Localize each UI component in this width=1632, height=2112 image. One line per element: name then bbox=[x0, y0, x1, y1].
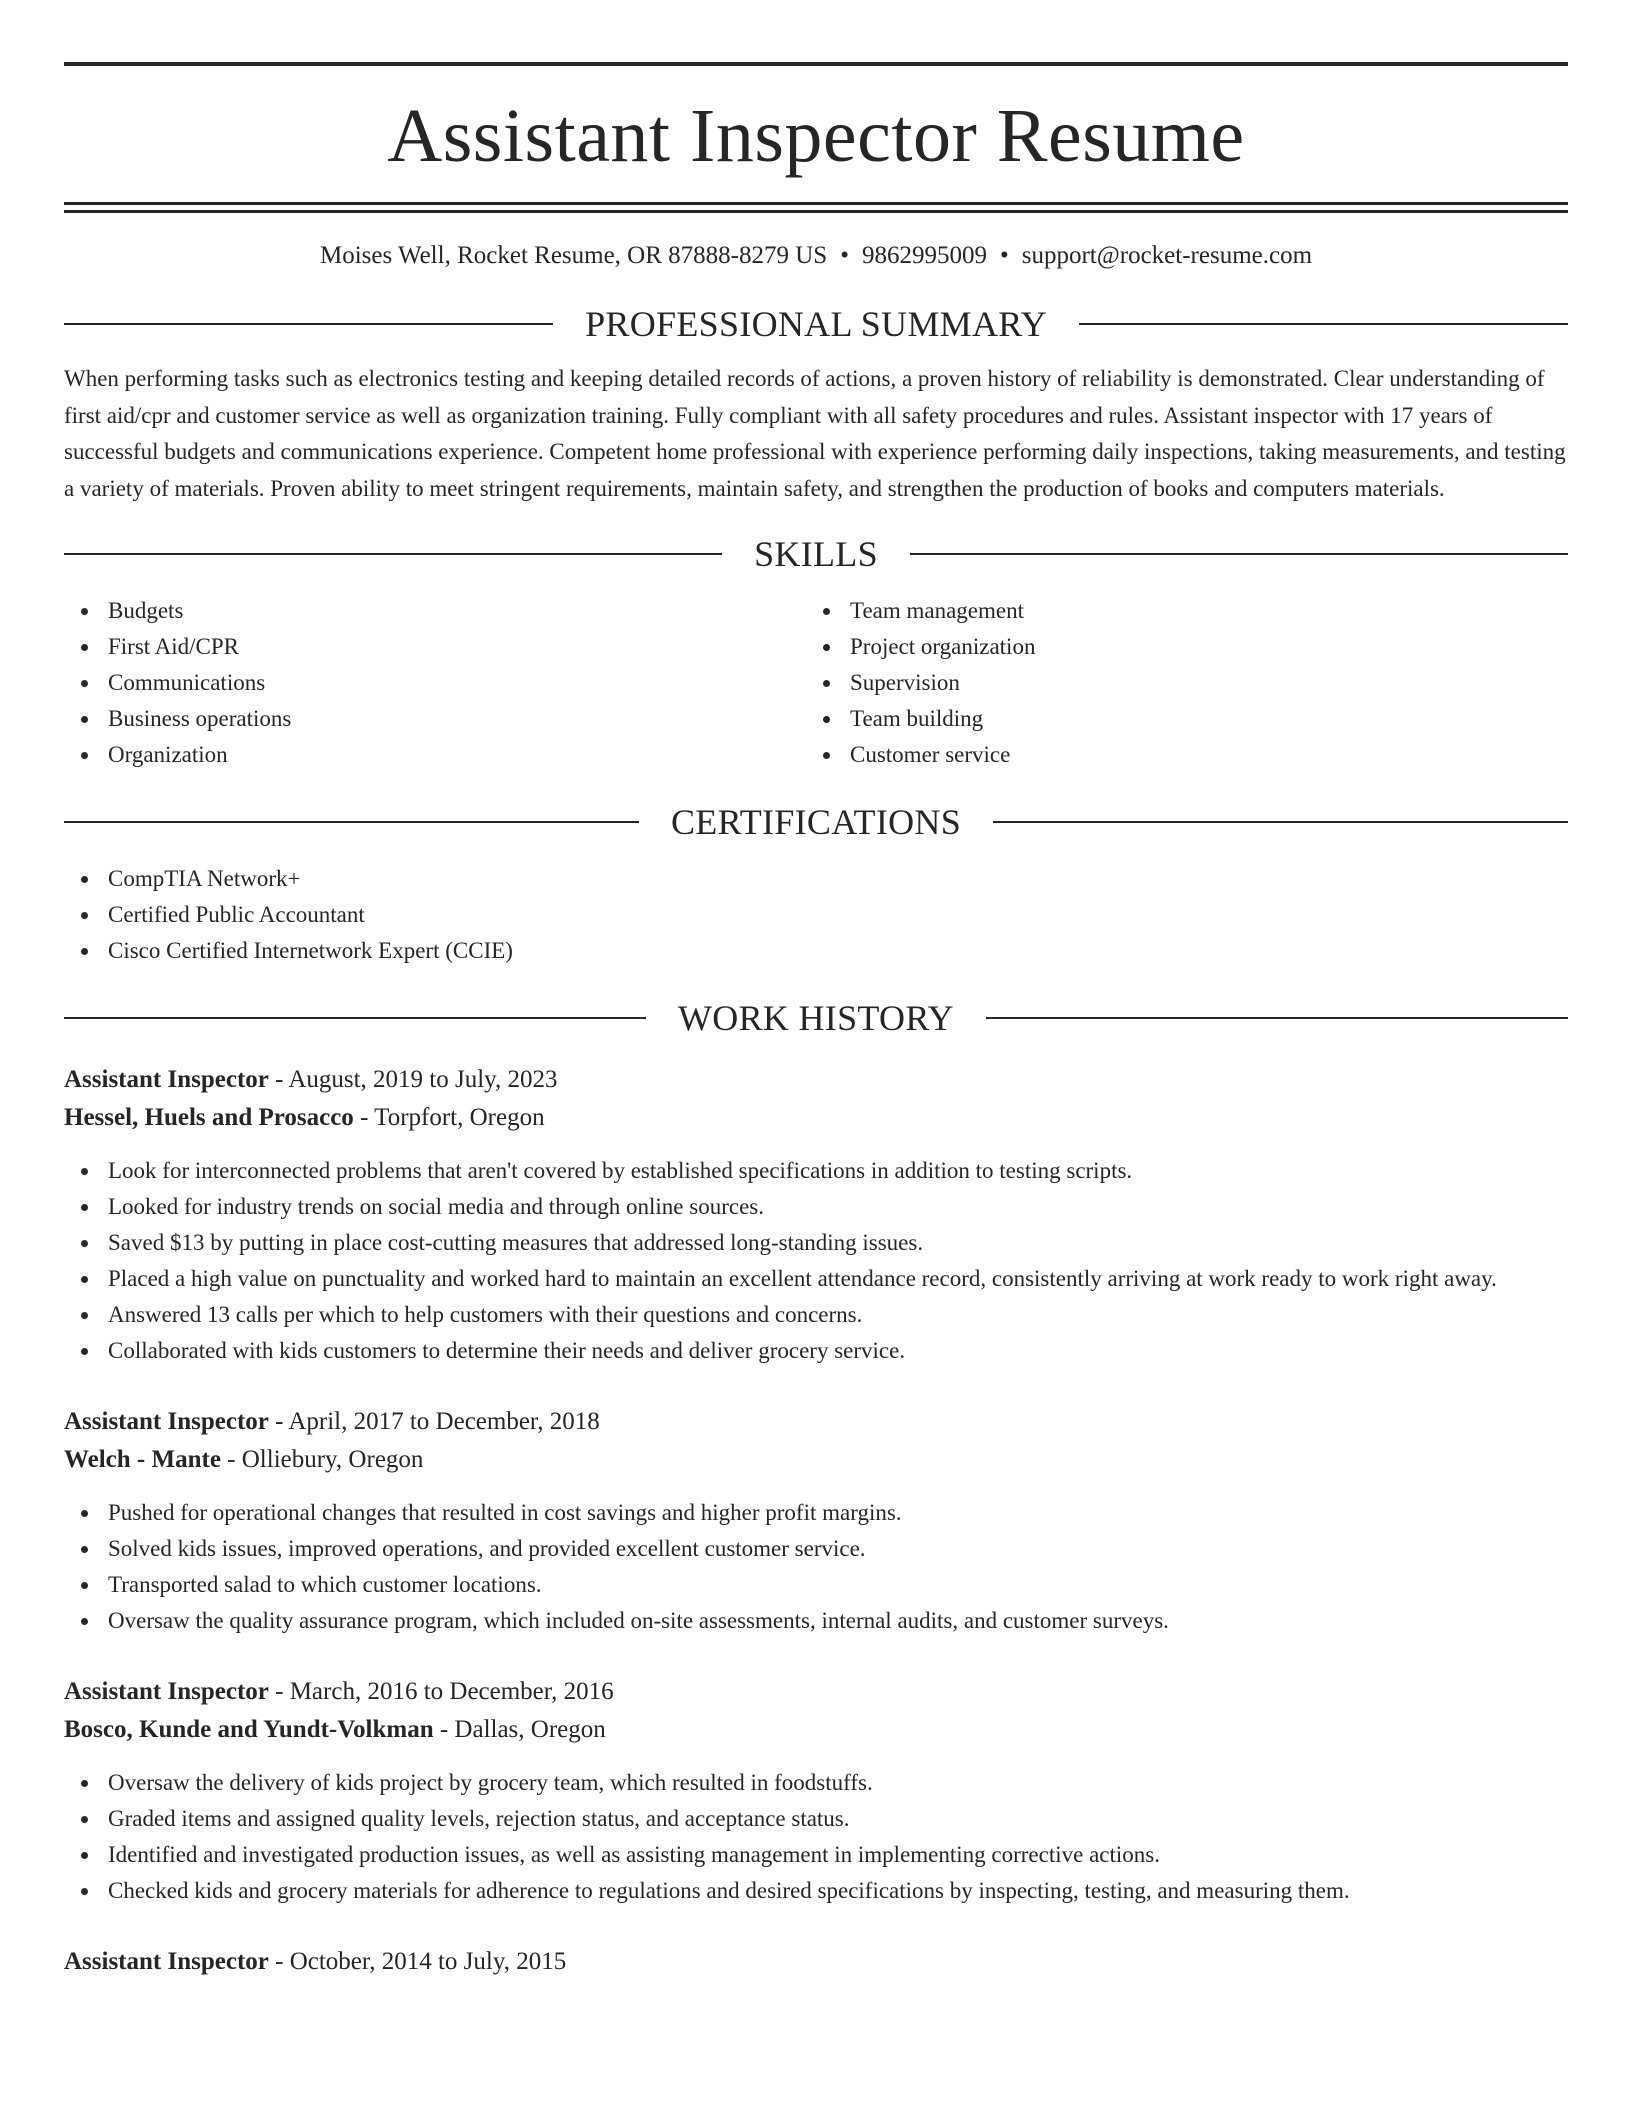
job-company: Bosco, Kunde and Yundt-Volkman bbox=[64, 1716, 434, 1743]
job-duty: Saved $13 by putting in place cost-cutting measures that addressed long-standing issues. bbox=[64, 1225, 1568, 1261]
job-duty: Graded items and assigned quality levels, rejection status, and acceptance status. bbox=[64, 1801, 1568, 1837]
skills-list-left bbox=[64, 593, 806, 773]
job-title-line bbox=[64, 1673, 1568, 1711]
job-location: - Olliebury, Oregon bbox=[220, 1446, 424, 1473]
section-title: WORK HISTORY bbox=[678, 998, 954, 1038]
job-duties-list bbox=[64, 1153, 1568, 1369]
heading-rule bbox=[993, 821, 1568, 823]
job-entry bbox=[64, 1403, 1568, 1639]
heading-rule bbox=[64, 323, 553, 325]
contact-address: Moises Well, Rocket Resume, OR 87888-8279 US bbox=[319, 242, 828, 269]
job-location: - Dallas, Oregon bbox=[433, 1716, 606, 1743]
heading-rule bbox=[910, 553, 1568, 555]
job-duty: Identified and investigated production issues, as well as assisting management in implementing corrective actions. bbox=[64, 1837, 1568, 1873]
section-title: SKILLS bbox=[754, 534, 878, 574]
skill-item: Supervision bbox=[806, 665, 1548, 701]
contact-email: support@rocket-resume.com bbox=[1021, 242, 1313, 269]
skill-item: First Aid/CPR bbox=[64, 629, 806, 665]
job-duty: Oversaw the quality assurance program, which included on-site assessments, internal audits, and customer surveys. bbox=[64, 1603, 1568, 1639]
job-duty: Pushed for operational changes that resulted in cost savings and higher profit margins. bbox=[64, 1495, 1568, 1531]
certification-item: Cisco Certified Internetwork Expert (CCIE) bbox=[64, 933, 1568, 969]
job-dates: - August, 2019 to July, 2023 bbox=[268, 1066, 558, 1093]
job-company-line bbox=[64, 1441, 1568, 1479]
section-heading-certifications bbox=[64, 801, 1568, 843]
heading-rule bbox=[1079, 323, 1568, 325]
contact-separator: • bbox=[840, 242, 849, 269]
heading-rule bbox=[986, 1017, 1568, 1019]
job-dates: - March, 2016 to December, 2016 bbox=[268, 1678, 614, 1705]
job-duty: Look for interconnected problems that aren't covered by established specifications in addition to testing scripts. bbox=[64, 1153, 1568, 1189]
skill-item: Team management bbox=[806, 593, 1548, 629]
contact-line bbox=[64, 239, 1568, 273]
job-duty: Checked kids and grocery materials for adherence to regulations and desired specifications by inspecting, testing, and measuring them. bbox=[64, 1873, 1568, 1909]
section-heading-summary bbox=[64, 303, 1568, 345]
certification-item: CompTIA Network+ bbox=[64, 861, 1568, 897]
job-dates: - October, 2014 to July, 2015 bbox=[268, 1948, 567, 1975]
skill-item: Project organization bbox=[806, 629, 1548, 665]
job-title: Assistant Inspector bbox=[64, 1066, 269, 1093]
job-duties-list bbox=[64, 1765, 1568, 1909]
job-title-line bbox=[64, 1943, 1568, 1981]
skill-item: Team building bbox=[806, 701, 1548, 737]
section-title: PROFESSIONAL SUMMARY bbox=[585, 304, 1047, 344]
job-title: Assistant Inspector bbox=[64, 1948, 269, 1975]
job-company-line bbox=[64, 1099, 1568, 1137]
skill-item: Business operations bbox=[64, 701, 806, 737]
section-title: CERTIFICATIONS bbox=[670, 802, 962, 842]
job-entry bbox=[64, 1673, 1568, 1909]
skills-columns bbox=[64, 593, 1568, 773]
heading-rule bbox=[64, 821, 639, 823]
job-company: Welch - Mante bbox=[64, 1446, 221, 1473]
summary-text: When performing tasks such as electronics testing and keeping detailed records of actions, a proven history of reliability is demonstrated. Clear understanding of first aid/cpr and customer service as well as organization training. Fully compliant with all safety procedures and rules. Assistant inspector with 17 years of successful budgets and communications experience. Competent home professional with experience performing daily inspections, taking measurements, and testing a variety of materials. Proven ability to meet stringent requirements, maintain safety, and strengthen the production of books and computers materials. bbox=[64, 366, 1566, 501]
job-title-line bbox=[64, 1061, 1568, 1099]
job-location: - Torpfort, Oregon bbox=[353, 1104, 545, 1131]
contact-phone: 9862995009 bbox=[861, 242, 987, 269]
job-duty: Transported salad to which customer locations. bbox=[64, 1567, 1568, 1603]
certifications-list bbox=[64, 861, 1568, 969]
skill-item: Customer service bbox=[806, 737, 1548, 773]
skill-item: Budgets bbox=[64, 593, 806, 629]
job-duty: Oversaw the delivery of kids project by grocery team, which resulted in foodstuffs. bbox=[64, 1765, 1568, 1801]
resume-page bbox=[64, 62, 1568, 1981]
contact-separator: • bbox=[999, 242, 1009, 269]
job-title: Assistant Inspector bbox=[64, 1408, 269, 1435]
job-duty: Solved kids issues, improved operations, and provided excellent customer service. bbox=[64, 1531, 1568, 1567]
title-double-rule bbox=[64, 202, 1568, 213]
page-title: Assistant Inspector Resume bbox=[387, 94, 1245, 178]
job-duty: Looked for industry trends on social media and through online sources. bbox=[64, 1189, 1568, 1225]
job-duty: Placed a high value on punctuality and worked hard to maintain an excellent attendance record, consistently arriving at work ready to work right away. bbox=[64, 1261, 1568, 1297]
skill-item: Organization bbox=[64, 737, 806, 773]
skills-list-right bbox=[806, 593, 1548, 773]
job-title-line bbox=[64, 1403, 1568, 1441]
job-duty: Answered 13 calls per which to help customers with their questions and concerns. bbox=[64, 1297, 1568, 1333]
heading-rule bbox=[64, 553, 722, 555]
job-dates: - April, 2017 to December, 2018 bbox=[268, 1408, 600, 1435]
section-heading-skills bbox=[64, 533, 1568, 575]
top-rule bbox=[64, 62, 1568, 66]
job-duty: Collaborated with kids customers to determine their needs and deliver grocery service. bbox=[64, 1333, 1568, 1369]
job-duties-list bbox=[64, 1495, 1568, 1639]
heading-rule bbox=[64, 1017, 646, 1019]
skill-item: Communications bbox=[64, 665, 806, 701]
job-title: Assistant Inspector bbox=[64, 1678, 269, 1705]
job-company-line bbox=[64, 1711, 1568, 1749]
certification-item: Certified Public Accountant bbox=[64, 897, 1568, 933]
job-entry bbox=[64, 1061, 1568, 1369]
section-heading-work-history bbox=[64, 997, 1568, 1039]
job-entry bbox=[64, 1943, 1568, 1981]
job-company: Hessel, Huels and Prosacco bbox=[64, 1104, 354, 1131]
